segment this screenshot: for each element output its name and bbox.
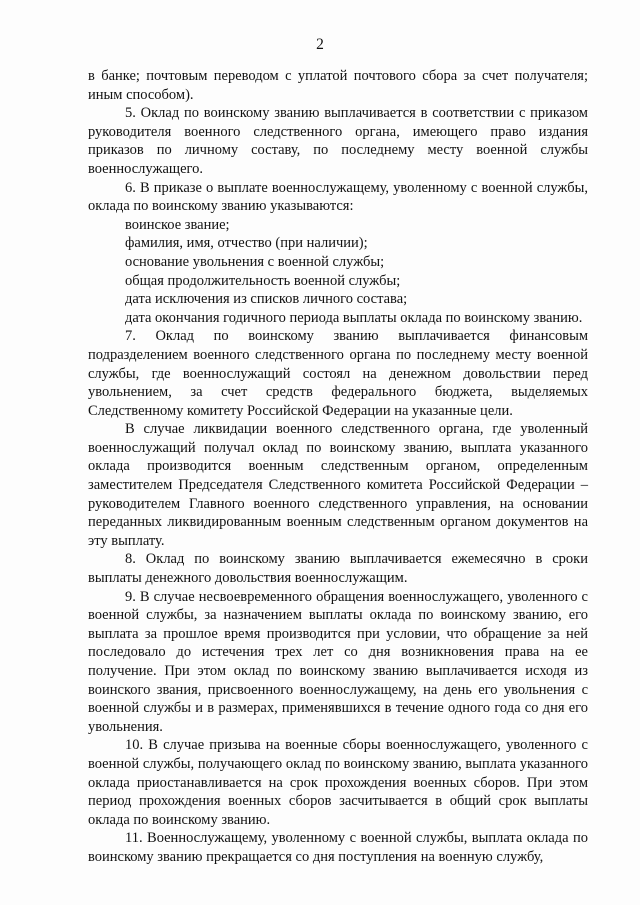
paragraph-10: 10. В случае призыва на военные сборы военнослужащего, уволенного с военной службы, получающего оклад по воинскому званию, выплата указанного оклада приостанавливается на срок прохождения военных сборов. При этом период прохождения военных сборов засчитывается в общий срок выплаты оклада по воинскому званию. bbox=[88, 737, 588, 828]
paragraph-7: 7. Оклад по воинскому званию выплачивается финансовым подразделением военного следственного органа по последнему месту военной службы, где военнослужащий состоял на денежном довольствии перед увольнением, за счет средств федерального бюджета, выделяемых Следственному комитету Российской Федерации на указанные цели. bbox=[88, 328, 588, 419]
page-number: 2 bbox=[316, 36, 324, 53]
paragraph-liquidation: В случае ликвидации военного следственного органа, где уволенный военнослужащий получал оклад по воинскому званию, выплата указанного оклада производится военным следственным органом, определенным заместителем Председателя Следственного комитета Российской Федерации – руководителем Главного военного следственного управления, на основании переданных ликвидированным военным следственным органом документов на эту выплату. bbox=[88, 421, 588, 549]
document-body bbox=[88, 67, 588, 867]
paragraph-5: 5. Оклад по воинскому званию выплачивается в соответствии с приказом руководителя военного следственного органа, имеющего право издания приказов по личному составу, по последнему месту военной службы военнослужащего. bbox=[88, 105, 588, 177]
list-item-full-name: фамилия, имя, отчество (при наличии); bbox=[125, 235, 368, 252]
paragraph-continuation: в банке; почтовым переводом с уплатой почтового сбора за счет получателя; иным способом). bbox=[88, 68, 588, 103]
paragraph-11: 11. Военнослужащему, уволенному с военной службы, выплата оклада по воинскому званию прекращается со дня поступления на военную службу, bbox=[88, 830, 588, 865]
paragraph-9: 9. В случае несвоевременного обращения военнослужащего, уволенного с военной службы, за назначением выплаты оклада по воинскому званию, его выплата за прошлое время производится при условии, что обращение за ней последовало до истечения трех лет со дня возникновения права на ее получение. При этом оклад по воинскому званию выплачивается исходя из воинского звания, присвоенного военнослужащему, на день его увольнения с военной службы и в размерах, применявшихся в течение одного года со дня его увольнения. bbox=[88, 588, 588, 735]
paragraph-8: 8. Оклад по воинскому званию выплачивается ежемесячно в сроки выплаты денежного довольствия военнослужащим. bbox=[88, 551, 588, 587]
list-item-service-length: общая продолжительность военной службы; bbox=[125, 272, 401, 289]
list-item-rank: воинское звание; bbox=[125, 216, 230, 233]
list-item-end-date: дата окончания годичного периода выплаты оклада по воинскому званию. bbox=[125, 309, 583, 326]
list-item-dismissal-basis: основание увольнения с военной службы; bbox=[125, 253, 385, 270]
paragraph-6: 6. В приказе о выплате военнослужащему, уволенному с военной службы, оклада по воинскому званию указываются: bbox=[88, 179, 588, 215]
list-item-exclusion-date: дата исключения из списков личного состава; bbox=[125, 291, 408, 308]
